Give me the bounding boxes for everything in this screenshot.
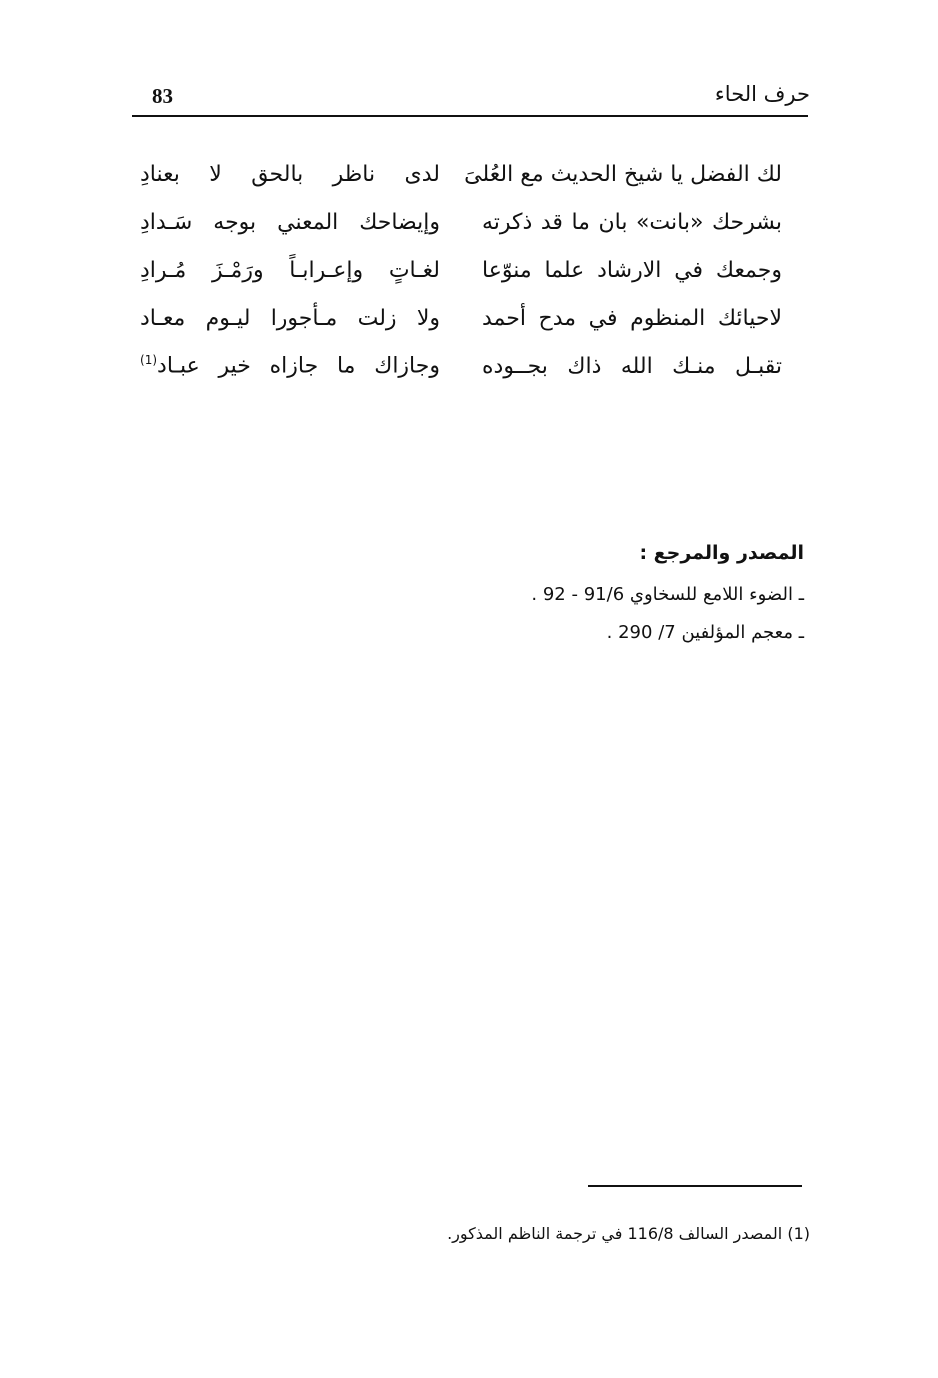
verse-line bbox=[140, 150, 782, 198]
page-number: 83 bbox=[152, 84, 173, 108]
verse-second-hemistich: لغـاتٍ وإعـرابـاً ورَمْـزَ مُـرادِ bbox=[140, 257, 440, 283]
source-item: ـ معجم المؤلفين 7/ 290 . bbox=[606, 622, 804, 643]
verse-line bbox=[140, 342, 782, 390]
verse-first-hemistich: تقبـل منـك الله ذاك بجــوده bbox=[482, 353, 782, 379]
footnote-rule bbox=[588, 1185, 802, 1187]
verse-first-hemistich: وجمعك في الارشاد علما منوّعا bbox=[482, 257, 782, 283]
sources-section bbox=[531, 542, 804, 652]
footnote: (1) المصدر السالف 116/8 في ترجمة الناظم المذكور. bbox=[447, 1224, 810, 1243]
verse-first-hemistich: لك الفضل يا شيخ الحديث مع العُلىَ bbox=[464, 161, 782, 187]
sources-title: المصدر والمرجع : bbox=[639, 542, 804, 564]
verse-second-hemistich: لدى ناظر بالحق لا بعنادِ bbox=[140, 161, 440, 187]
verse-second-hemistich: ولا زلت مـأجورا ليـوم معـاد bbox=[140, 305, 440, 331]
verse-second-hemistich-text: وجازاك ما جازاه خير عبـاد bbox=[157, 353, 440, 379]
verse-first-hemistich: لاحيائك المنظوم في مدح أحمد bbox=[482, 305, 782, 331]
source-item: ـ الضوء اللامع للسخاوي 91/6 - 92 . bbox=[531, 584, 804, 605]
verse-first-hemistich: بشرحك «بانت» بان ما قد ذكرته bbox=[482, 209, 782, 235]
verse-line bbox=[140, 246, 782, 294]
poem bbox=[140, 150, 782, 390]
verse-second-hemistich-with-note bbox=[140, 353, 440, 378]
verse-line bbox=[140, 198, 782, 246]
footnote-marker: (1) bbox=[140, 353, 158, 368]
running-header-title: حرف الحاء bbox=[714, 82, 810, 106]
verse-line bbox=[140, 294, 782, 342]
header-rule bbox=[132, 115, 808, 117]
verse-second-hemistich: وإيضاحك المعني بوجه سَـدادِ bbox=[140, 209, 440, 235]
